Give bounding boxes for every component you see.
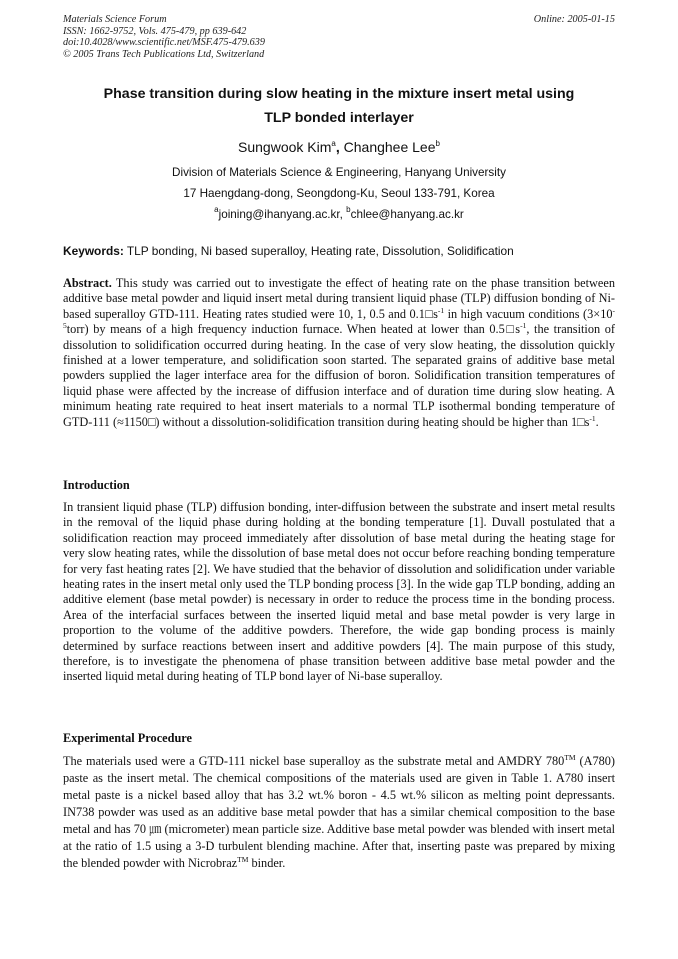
copyright-line: © 2005 Trans Tech Publications Ltd, Switzerland: [63, 48, 265, 60]
doi-line: doi:10.4028/www.scientific.net/MSF.475-479.639: [63, 37, 265, 49]
abstract-paragraph: [63, 276, 615, 430]
email-address: chlee@hanyang.ac.kr: [350, 208, 464, 221]
email-superscript: a: [214, 205, 219, 214]
title-line-1: Phase transition during slow heating in the mixture insert metal using: [103, 86, 575, 102]
address-line: 17 Haengdang-dong, Seongdong-Ku, Seoul 133-791, Korea: [183, 187, 495, 200]
journal-name: Materials Science Forum: [63, 14, 167, 25]
trademark-superscript: TM: [237, 855, 249, 864]
keywords-label: Keywords:: [63, 244, 124, 258]
experimental-text: The materials used were a GTD-111 nickel base superalloy as the substrate metal and AMDRY 780: [63, 754, 565, 768]
title-line-2: TLP bonded interlayer: [264, 110, 414, 126]
superscript: -1: [589, 413, 596, 423]
author-name: Changhee Lee: [343, 139, 436, 155]
author-separator: ,: [335, 139, 344, 155]
superscript: -1: [437, 305, 445, 315]
abstract-text: , the transition of dissolution to solidification occurred during heating. In the case of very slow heating, the dissolution quickly finished at a lower temperature, and solidification soon started. The separated grains of additive base metal powders supplied the lager interface area for the diffusion of boron. Solidification transition temperatures of liquid phase were affected by the increase of diffusion interface and of duration time during slow heating. A minimum heating rate required to heat insert materials to a normal TLP isothermal bonding temperature of GTD-111 (≈1150□) without a dissolution-solidification transition during heating should be higher than 1□s: [63, 322, 616, 429]
keywords-line: [63, 244, 615, 258]
keywords-text: TLP bonding, Ni based superalloy, Heating rate, Dissolution, Solidification: [123, 244, 514, 258]
experimental-text: (A780) paste as the insert metal. The chemical compositions of the materials used are given in Table 1. A780 insert metal paste is a nickel based alloy that has 3.2 wt.% boron - 4.5 wt.% silicon as melting point depressants. IN738 powder was used as an additive base metal powder that has a similar chemical composition to the base metal and has 70 ㎛ (micrometer) mean particle size. Additive base metal powder was blended with insert metal at the ratio of 1.5 using a 3-D turbulent blending machine. After that, inserting paste was prepared by mixing the blended powder with Nicrobraz: [63, 754, 615, 870]
abstract-text: in high vacuum conditions (3×10: [444, 306, 613, 321]
abstract-text: torr) by means of a high frequency induction furnace. When heated at lower than 0.5□s: [66, 322, 521, 337]
author-superscript: b: [435, 139, 440, 148]
abstract-text: .: [595, 414, 599, 429]
superscript: -1: [520, 321, 527, 331]
online-date: Online: 2005-01-15: [533, 14, 615, 25]
author-name: Sungwook Kim: [238, 139, 332, 155]
experimental-paragraph: [63, 753, 615, 872]
abstract-text: This study was carried out to investigate the effect of heating rate on the phase transition between additive base metal powder and liquid insert metal during transient liquid phase (TLP) diffusion bonding of Ni-based superalloy GTD-111. Heating rates studied were 10, 1, 0.5 and 0.1□s: [63, 276, 615, 321]
superscript: -5: [63, 305, 616, 331]
author-superscript: a: [331, 139, 336, 148]
email-address: joining@ihanyang.ac.kr,: [218, 208, 347, 221]
journal-header: [63, 14, 265, 60]
abstract-label: Abstract.: [63, 276, 112, 290]
trademark-superscript: TM: [564, 753, 576, 762]
experimental-text: binder.: [248, 856, 286, 870]
paper-title: [40, 82, 638, 130]
issn-line: ISSN: 1662-9752, Vols. 475-479, pp 639-642: [63, 25, 247, 37]
introduction-heading: Introduction: [63, 478, 130, 492]
experimental-heading: Experimental Procedure: [63, 731, 192, 745]
affiliation-line: Division of Materials Science & Engineering, Hanyang University: [172, 166, 506, 179]
email-superscript: b: [346, 205, 351, 214]
introduction-paragraph: In transient liquid phase (TLP) diffusion bonding, inter-diffusion between the substrate and insert metal results in the removal of the liquid phase during holding at the bonding temperature [1]. Duvall postulated that a solidification reaction may proceed immediately after dissolution of base metal during the heating stage for very slow heating rates, while the dissolution of base metal does not occur before reaching bonding temperature for very fast heating rates [2]. We have studied that the behavior of dissolution and solidification under variable heating rates in the insert metal only used the TLP bonding process [3]. In the wide gap TLP bonding, adding an additive element (base metal powder) is necessary in order to reduce the process time in the bonding process. Area of the interfacial surfaces between the inserted liquid metal and base metal powder is very large in proportion to the volume of the additive powders. Therefore, the wide gap bonding process is mainly determined by surface reactions between insert and additive powders [4]. The main purpose of this study, therefore, is to investigate the phenomena of phase transition between additive base metal powder and the inserted liquid metal during heating of TLP bond layer of Ni-base superalloy.: [63, 500, 615, 684]
author-list: [40, 139, 638, 155]
email-line: [40, 205, 638, 221]
